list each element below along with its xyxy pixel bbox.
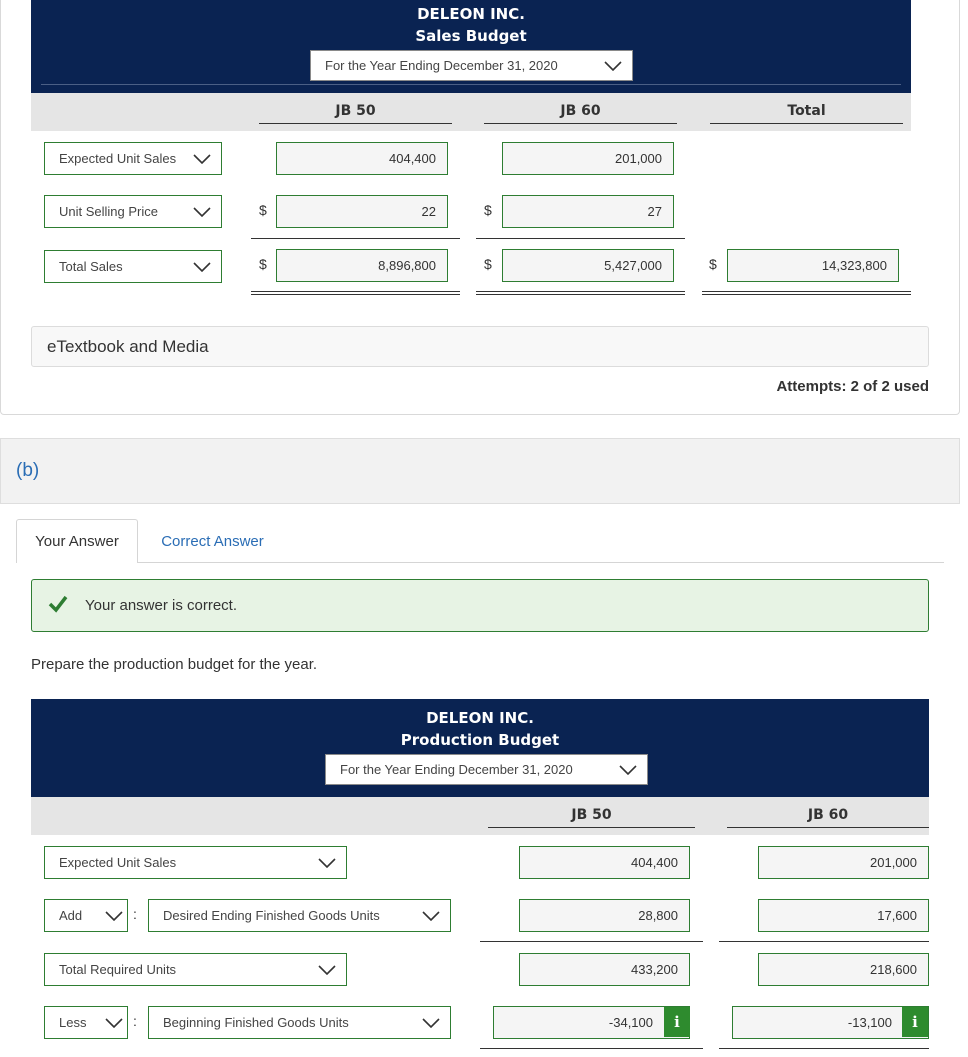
sales-row-label-select[interactable]: Unit Selling Price <box>44 195 222 228</box>
chevron-down-icon <box>193 262 211 272</box>
chevron-down-icon <box>193 207 211 217</box>
currency-symbol: $ <box>259 202 267 218</box>
info-icon[interactable]: i <box>902 1007 928 1037</box>
tab-your-answer[interactable]: Your Answer <box>16 519 138 563</box>
chevron-down-icon <box>105 911 123 921</box>
sales-row-label-select[interactable]: Expected Unit Sales <box>44 142 222 175</box>
sales-col-total: Total <box>710 103 903 124</box>
production-col-jb50: JB 50 <box>488 807 695 828</box>
part-b-header <box>0 438 960 504</box>
production-col-jb60: JB 60 <box>727 807 929 828</box>
tab-divider <box>16 562 944 563</box>
instruction-text: Prepare the production budget for the year. <box>31 656 318 673</box>
production-company-name: DELEON INC. <box>426 709 534 727</box>
checkmark-icon <box>48 595 68 613</box>
attempts-counter: Attempts: 2 of 2 used <box>776 378 929 395</box>
currency-symbol: $ <box>259 256 267 272</box>
production-less-select[interactable]: Less <box>44 1006 128 1039</box>
sales-jb50-price-input[interactable]: 22 <box>276 195 448 228</box>
sales-jb60-price-input[interactable]: 27 <box>502 195 674 228</box>
info-icon[interactable]: i <box>664 1007 690 1037</box>
chevron-down-icon <box>193 154 211 164</box>
production-jb60-sales-input[interactable]: 201,000 <box>758 846 929 879</box>
chevron-down-icon <box>105 1018 123 1028</box>
sales-col-jb50: JB 50 <box>259 103 452 124</box>
production-row-label-select[interactable]: Total Required Units <box>44 953 347 986</box>
production-row-label-select[interactable]: Expected Unit Sales <box>44 846 347 879</box>
sales-jb60-unit-sales-input[interactable]: 201,000 <box>502 142 674 175</box>
chevron-down-icon <box>619 765 637 775</box>
production-row-label-select[interactable]: Desired Ending Finished Goods Units <box>148 899 451 932</box>
production-period-select[interactable] <box>325 754 648 785</box>
sales-company-name: DELEON INC. <box>417 5 525 23</box>
currency-symbol: $ <box>484 202 492 218</box>
etextbook-media-link[interactable]: eTextbook and Media <box>31 326 929 367</box>
chevron-down-icon <box>604 61 622 71</box>
production-row-label-select[interactable]: Beginning Finished Goods Units <box>148 1006 451 1039</box>
production-period-value: For the Year Ending December 31, 2020 <box>340 762 573 777</box>
sales-total-input[interactable]: 14,323,800 <box>727 249 899 282</box>
correct-feedback-banner <box>31 579 929 632</box>
production-jb50-beginning-input[interactable]: -34,100 <box>493 1006 690 1039</box>
chevron-down-icon <box>422 1018 440 1028</box>
production-jb60-required-input[interactable]: 218,600 <box>758 953 929 986</box>
production-jb50-ending-input[interactable]: 28,800 <box>519 899 690 932</box>
chevron-down-icon <box>318 858 336 868</box>
feedback-text: Your answer is correct. <box>85 597 238 614</box>
production-jb50-sales-input[interactable]: 404,400 <box>519 846 690 879</box>
sales-jb50-unit-sales-input[interactable]: 404,400 <box>276 142 448 175</box>
sales-period-value: For the Year Ending December 31, 2020 <box>325 58 558 73</box>
production-jb60-beginning-input[interactable]: -13,100 <box>732 1006 929 1039</box>
tab-correct-answer[interactable]: Correct Answer <box>161 532 264 550</box>
sales-period-select[interactable] <box>310 50 633 81</box>
sales-jb60-total-input[interactable]: 5,427,000 <box>502 249 674 282</box>
chevron-down-icon <box>318 965 336 975</box>
sales-row-label-select[interactable]: Total Sales <box>44 250 222 283</box>
production-jb50-required-input[interactable]: 433,200 <box>519 953 690 986</box>
sales-col-jb60: JB 60 <box>484 103 677 124</box>
production-jb60-ending-input[interactable]: 17,600 <box>758 899 929 932</box>
production-add-select[interactable]: Add <box>44 899 128 932</box>
chevron-down-icon <box>422 911 440 921</box>
part-b-label: (b) <box>16 460 40 481</box>
sales-jb50-total-input[interactable]: 8,896,800 <box>276 249 448 282</box>
currency-symbol: $ <box>709 256 717 272</box>
production-budget-title: Production Budget <box>400 731 560 749</box>
sales-budget-title: Sales Budget <box>415 27 527 45</box>
currency-symbol: $ <box>484 256 492 272</box>
